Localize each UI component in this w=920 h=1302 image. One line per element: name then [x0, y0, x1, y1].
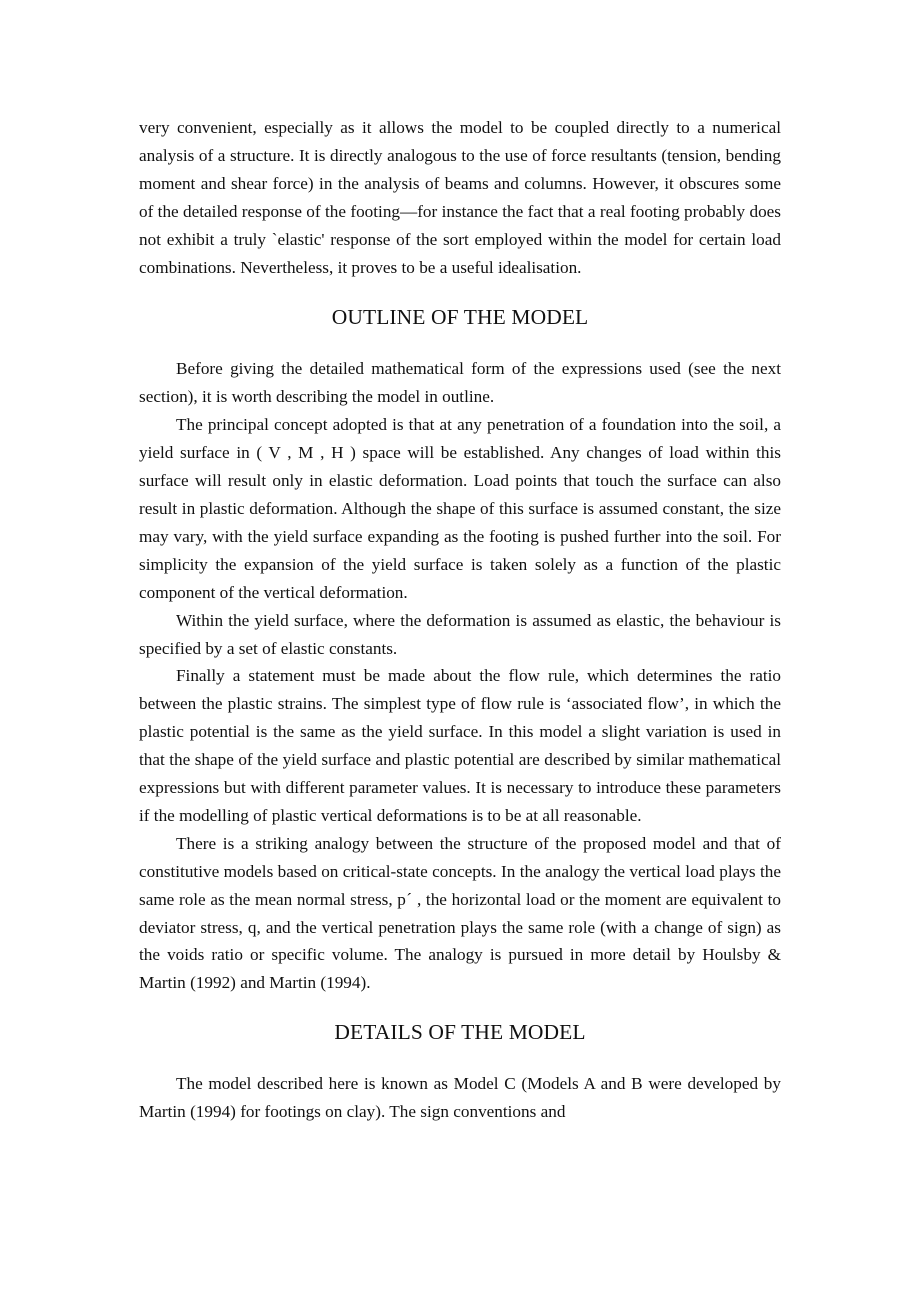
paragraph-outline-2: The principal concept adopted is that at any penetration of a foundation into the soil, a yield surface in ( V , M , H ) space will be established. Any changes of load within this surface will result only in elastic deformation. Load points that touch the surface can also result in plastic deformation. Although the shape of this surface is assumed constant, the size may vary, with the yield surface expanding as the footing is pushed further into the soil. For simplicity the expansion of the yield surface is taken solely as a function of the plastic component of the vertical deformation.: [139, 415, 781, 602]
heading-details-of-the-model: DETAILS OF THE MODEL: [334, 1020, 586, 1045]
paragraph-outline-3: Within the yield surface, where the deformation is assumed as elastic, the behaviour is specified by a set of elastic constants.: [139, 610, 781, 658]
paragraph-intro: very convenient, especially as it allows the model to be coupled directly to a numerical analysis of a structure. It is directly analogous to the use of force resultants (tension, bending moment and shear force) in the analysis of beams and columns. However, it obscures some of the detailed response of the footing—for instance the fact that a real footing probably does not exhibit a truly `elastic' response of the sort employed within the model for certain load combinations. Nevertheless, it proves to be a useful idealisation.: [139, 118, 781, 277]
paragraph-outline-4: Finally a statement must be made about the flow rule, which determines the ratio between the plastic strains. The simplest type of flow rule is ‘associated flow’, in which the plastic potential is the same as the yield surface. In this model a slight variation is used in that the shape of the yield surface and plastic potential are described by similar mathematical expressions but with different parameter values. It is necessary to introduce these parameters if the modelling of plastic vertical deformations is to be at all reasonable.: [139, 666, 781, 825]
paragraph-outline-1: Before giving the detailed mathematical form of the expressions used (see the next section), it is worth describing the model in outline.: [139, 359, 781, 407]
heading-outline-of-the-model: OUTLINE OF THE MODEL: [331, 305, 589, 330]
document-page: [139, 114, 781, 1126]
paragraph-outline-5: There is a striking analogy between the structure of the proposed model and that of constitutive models based on critical-state concepts. In the analogy the vertical load plays the same role as the mean normal stress, pˊ , the horizontal load or the moment are equivalent to deviator stress, q, and the vertical penetration plays the same role (with a change of sign) as the voids ratio or specific volume. The analogy is pursued in more detail by Houlsby & Martin (1992) and Martin (1994).: [139, 833, 781, 993]
paragraph-details-1: The model described here is known as Model C (Models A and B were developed by Martin (1994) for footings on clay). The sign conventions and: [139, 1074, 781, 1122]
